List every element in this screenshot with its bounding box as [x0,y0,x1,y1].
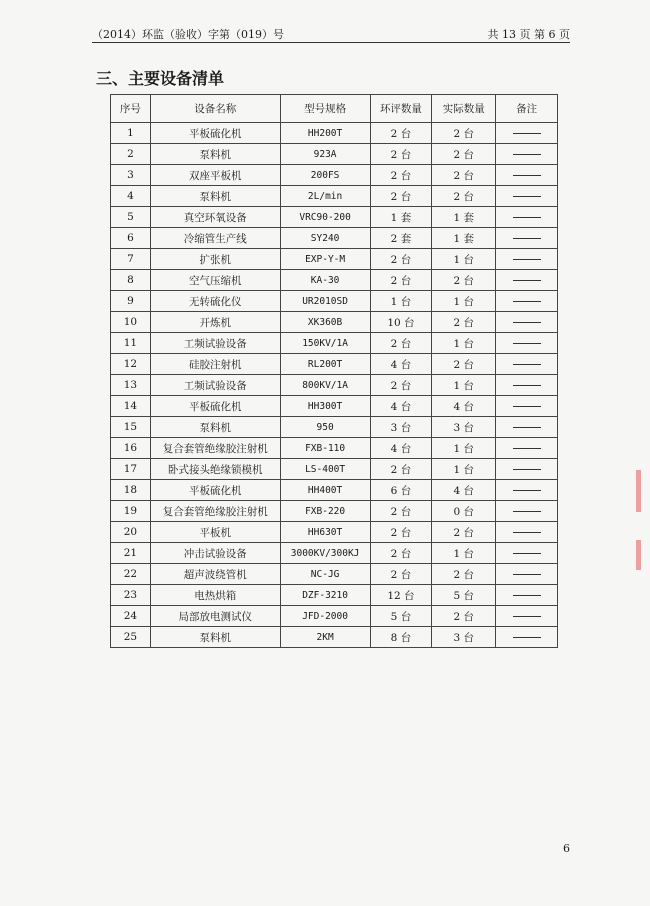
cell-no: 18 [111,480,151,501]
cell-actual-qty: 5 台 [432,585,496,606]
cell-name: 卧式接头绝缘锁模机 [150,459,280,480]
cell-actual-qty: 2 台 [432,312,496,333]
cell-eia-qty: 2 台 [370,123,432,144]
cell-name: 空气压缩机 [150,270,280,291]
section-title: 三、主要设备清单 [96,69,225,88]
table-row [111,249,558,270]
dash-mark [513,553,541,554]
cell-eia-qty: 2 台 [370,459,432,480]
cell-remarks [496,291,558,312]
cell-model: 950 [280,417,370,438]
cell-name: 泵料机 [150,627,280,648]
cell-remarks [496,396,558,417]
cell-eia-qty: 2 台 [370,522,432,543]
cell-eia-qty: 1 套 [370,207,432,228]
dash-mark [513,427,541,428]
cell-model: NC-JG [280,564,370,585]
cell-eia-qty: 4 台 [370,396,432,417]
cell-actual-qty: 0 台 [432,501,496,522]
cell-model: XK360B [280,312,370,333]
equipment-table [110,94,558,648]
cell-eia-qty: 4 台 [370,354,432,375]
table-row [111,354,558,375]
cell-remarks [496,417,558,438]
table-row [111,459,558,480]
cell-no: 19 [111,501,151,522]
cell-remarks [496,459,558,480]
cell-no: 10 [111,312,151,333]
cell-no: 22 [111,564,151,585]
column-header-no: 序号 [111,95,151,123]
cell-eia-qty: 2 台 [370,333,432,354]
table-row [111,123,558,144]
cell-no: 11 [111,333,151,354]
dash-mark [513,364,541,365]
cell-model: UR2010SD [280,291,370,312]
cell-no: 4 [111,186,151,207]
dash-mark [513,175,541,176]
cell-no: 3 [111,165,151,186]
table-row [111,270,558,291]
cell-model: FXB-220 [280,501,370,522]
cell-eia-qty: 2 台 [370,543,432,564]
cell-model: HH400T [280,480,370,501]
table-row [111,396,558,417]
cell-model: 800KV/1A [280,375,370,396]
cell-actual-qty: 2 台 [432,522,496,543]
cell-remarks [496,354,558,375]
cell-actual-qty: 2 台 [432,165,496,186]
cell-remarks [496,375,558,396]
cell-name: 硅胶注射机 [150,354,280,375]
column-header-actual-qty: 实际数量 [432,95,496,123]
cell-eia-qty: 2 台 [370,249,432,270]
cell-remarks [496,207,558,228]
table-row [111,522,558,543]
cell-eia-qty: 4 台 [370,438,432,459]
cell-model: LS-400T [280,459,370,480]
dash-mark [513,574,541,575]
cell-model: 3000KV/300KJ [280,543,370,564]
table-row [111,333,558,354]
dash-mark [513,490,541,491]
cell-no: 14 [111,396,151,417]
cell-eia-qty: 2 台 [370,165,432,186]
cell-name: 平板硫化机 [150,480,280,501]
column-header-remarks: 备注 [496,95,558,123]
table-row [111,606,558,627]
dash-mark [513,637,541,638]
cell-name: 无转硫化仪 [150,291,280,312]
dash-mark [513,511,541,512]
cell-remarks [496,333,558,354]
dash-mark [513,217,541,218]
cell-no: 17 [111,459,151,480]
cell-eia-qty: 2 台 [370,501,432,522]
cell-no: 6 [111,228,151,249]
document-reference: （2014）环监（验收）字第（019）号 [92,28,284,41]
cell-remarks [496,522,558,543]
cell-eia-qty: 2 套 [370,228,432,249]
cell-remarks [496,501,558,522]
cell-name: 工频试验设备 [150,375,280,396]
cell-no: 23 [111,585,151,606]
cell-actual-qty: 3 台 [432,417,496,438]
cell-eia-qty: 2 台 [370,186,432,207]
table-row [111,312,558,333]
dash-mark [513,532,541,533]
cell-actual-qty: 1 台 [432,375,496,396]
cell-actual-qty: 1 台 [432,249,496,270]
cell-model: 200FS [280,165,370,186]
table-row [111,564,558,585]
table-row [111,585,558,606]
stamp-edge-mark [636,540,641,570]
cell-remarks [496,186,558,207]
dash-mark [513,133,541,134]
dash-mark [513,616,541,617]
table-row [111,291,558,312]
equipment-table-body [111,123,558,648]
cell-name: 复合套管绝缘胶注射机 [150,501,280,522]
table-row [111,375,558,396]
cell-actual-qty: 2 台 [432,270,496,291]
cell-model: VRC90-200 [280,207,370,228]
dash-mark [513,448,541,449]
cell-actual-qty: 3 台 [432,627,496,648]
cell-no: 2 [111,144,151,165]
dash-mark [513,154,541,155]
cell-no: 12 [111,354,151,375]
cell-eia-qty: 2 台 [370,375,432,396]
cell-model: HH630T [280,522,370,543]
dash-mark [513,301,541,302]
cell-name: 冷缩管生产线 [150,228,280,249]
cell-no: 24 [111,606,151,627]
table-row [111,207,558,228]
cell-name: 超声波绕管机 [150,564,280,585]
dash-mark [513,469,541,470]
cell-actual-qty: 2 台 [432,123,496,144]
cell-no: 21 [111,543,151,564]
cell-eia-qty: 10 台 [370,312,432,333]
cell-actual-qty: 1 台 [432,543,496,564]
cell-model: HH200T [280,123,370,144]
cell-remarks [496,585,558,606]
cell-model: JFD-2000 [280,606,370,627]
cell-actual-qty: 1 台 [432,333,496,354]
cell-remarks [496,228,558,249]
cell-actual-qty: 1 台 [432,438,496,459]
cell-name: 开炼机 [150,312,280,333]
dash-mark [513,259,541,260]
cell-name: 真空环氧设备 [150,207,280,228]
cell-remarks [496,123,558,144]
cell-name: 工频试验设备 [150,333,280,354]
cell-model: RL200T [280,354,370,375]
cell-model: DZF-3210 [280,585,370,606]
cell-name: 扩张机 [150,249,280,270]
cell-remarks [496,144,558,165]
cell-model: EXP-Y-M [280,249,370,270]
cell-name: 泵料机 [150,186,280,207]
cell-no: 7 [111,249,151,270]
cell-name: 泵料机 [150,417,280,438]
cell-actual-qty: 2 台 [432,606,496,627]
cell-no: 5 [111,207,151,228]
cell-model: 2KM [280,627,370,648]
cell-remarks [496,165,558,186]
table-row [111,543,558,564]
table-row [111,165,558,186]
table-row [111,144,558,165]
cell-name: 冲击试验设备 [150,543,280,564]
dash-mark [513,238,541,239]
table-row [111,228,558,249]
column-header-eia-qty: 环评数量 [370,95,432,123]
cell-model: 2L/min [280,186,370,207]
cell-model: FXB-110 [280,438,370,459]
page-count: 共 13 页 第 6 页 [487,28,570,41]
cell-name: 双座平板机 [150,165,280,186]
cell-eia-qty: 1 台 [370,291,432,312]
dash-mark [513,196,541,197]
cell-no: 9 [111,291,151,312]
cell-no: 8 [111,270,151,291]
cell-remarks [496,543,558,564]
dash-mark [513,406,541,407]
page-number: 6 [563,842,570,855]
cell-eia-qty: 2 台 [370,564,432,585]
dash-mark [513,385,541,386]
table-row [111,438,558,459]
dash-mark [513,343,541,344]
cell-no: 1 [111,123,151,144]
table-row [111,186,558,207]
cell-model: HH300T [280,396,370,417]
cell-name: 平板硫化机 [150,396,280,417]
cell-model: 923A [280,144,370,165]
cell-actual-qty: 1 套 [432,207,496,228]
cell-actual-qty: 1 套 [432,228,496,249]
cell-eia-qty: 5 台 [370,606,432,627]
cell-remarks [496,606,558,627]
cell-eia-qty: 2 台 [370,270,432,291]
cell-no: 15 [111,417,151,438]
cell-remarks [496,312,558,333]
cell-actual-qty: 1 台 [432,291,496,312]
cell-actual-qty: 4 台 [432,480,496,501]
cell-eia-qty: 6 台 [370,480,432,501]
cell-remarks [496,249,558,270]
cell-remarks [496,270,558,291]
stamp-edge-mark [636,470,641,512]
cell-model: 150KV/1A [280,333,370,354]
cell-eia-qty: 2 台 [370,144,432,165]
cell-no: 20 [111,522,151,543]
cell-eia-qty: 12 台 [370,585,432,606]
cell-no: 13 [111,375,151,396]
cell-name: 平板硫化机 [150,123,280,144]
cell-actual-qty: 1 台 [432,459,496,480]
table-row [111,417,558,438]
cell-actual-qty: 2 台 [432,144,496,165]
cell-remarks [496,627,558,648]
cell-actual-qty: 2 台 [432,354,496,375]
cell-name: 泵料机 [150,144,280,165]
cell-actual-qty: 2 台 [432,564,496,585]
cell-actual-qty: 4 台 [432,396,496,417]
table-row [111,501,558,522]
cell-name: 局部放电测试仪 [150,606,280,627]
table-row [111,627,558,648]
column-header-model: 型号规格 [280,95,370,123]
cell-remarks [496,438,558,459]
dash-mark [513,280,541,281]
cell-model: SY240 [280,228,370,249]
column-header-name: 设备名称 [150,95,280,123]
dash-mark [513,322,541,323]
cell-eia-qty: 3 台 [370,417,432,438]
cell-eia-qty: 8 台 [370,627,432,648]
cell-model: KA-30 [280,270,370,291]
table-header-row [111,95,558,123]
cell-actual-qty: 2 台 [432,186,496,207]
cell-no: 16 [111,438,151,459]
dash-mark [513,595,541,596]
page-header [92,22,570,43]
cell-remarks [496,480,558,501]
cell-name: 电热烘箱 [150,585,280,606]
cell-name: 复合套管绝缘胶注射机 [150,438,280,459]
table-row [111,480,558,501]
cell-remarks [496,564,558,585]
cell-name: 平板机 [150,522,280,543]
cell-no: 25 [111,627,151,648]
